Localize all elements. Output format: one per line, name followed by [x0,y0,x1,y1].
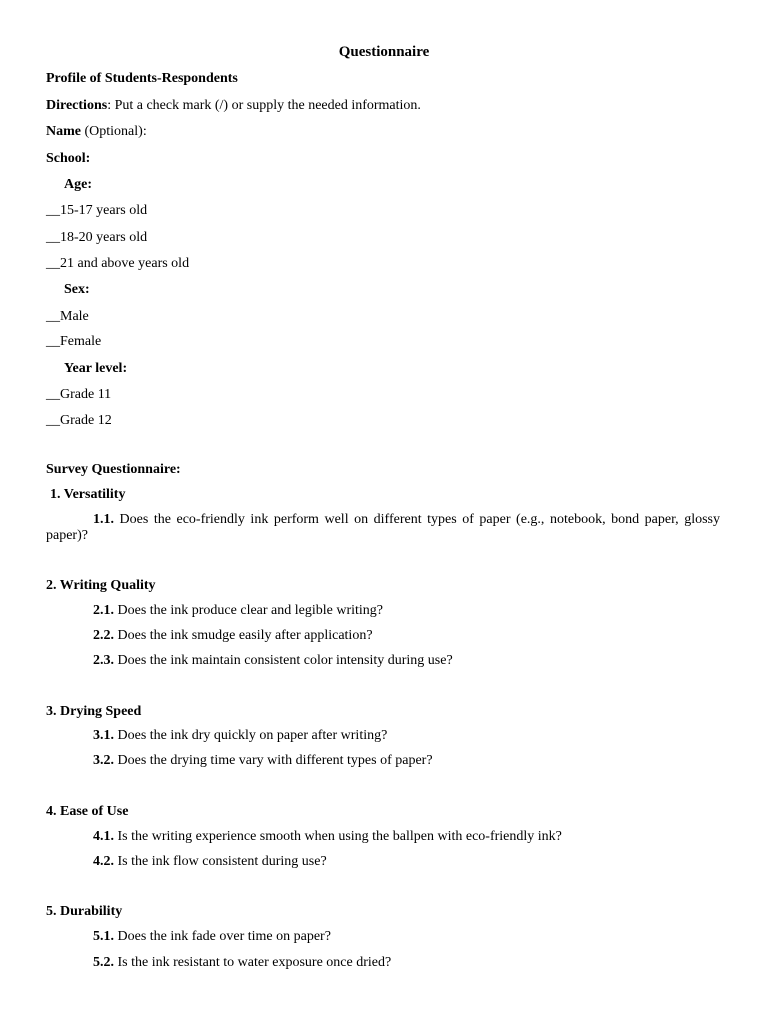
question-text: Does the ink dry quickly on paper after writing? [114,728,388,743]
section-heading: 1. Versatility [50,487,126,502]
name-optional-text: (Optional): [81,124,147,139]
sex-option: __Female [46,334,102,349]
question-text: Does the ink fade over time on paper? [114,929,331,944]
question-text: Is the ink flow consistent during use? [114,854,327,869]
question-number: 4.1. [93,829,114,844]
directions-text: : Put a check mark (/) or supply the needed information. [107,98,421,113]
school-label: School: [46,151,91,166]
age-option: __15-17 years old [46,203,148,218]
section-heading: 2. Writing Quality [46,578,156,593]
question-number: 2.1. [93,603,114,618]
survey-heading: Survey Questionnaire: [46,462,181,477]
question-item [46,512,720,544]
question-text: Does the drying time vary with different types of paper? [114,753,433,768]
question-text: Does the ink smudge easily after application? [114,628,373,643]
section-heading: 4. Ease of Use [46,804,129,819]
question-text: Does the ink produce clear and legible writing? [114,603,384,618]
question-item [93,928,331,946]
sex-option: __Male [46,309,89,324]
question-number: 5.2. [93,955,114,970]
question-number: 1.1. [93,512,114,527]
document-title: Questionnaire [338,44,430,60]
question-item [93,954,391,972]
year-level-option: __Grade 11 [46,387,112,402]
section-heading: 3. Drying Speed [46,704,142,719]
question-text: Is the ink resistant to water exposure once dried? [114,955,392,970]
question-number: 5.1. [93,929,114,944]
question-item [93,602,383,620]
section-heading: 5. Durability [46,904,123,919]
age-label: Age: [64,177,92,192]
question-number: 3.2. [93,753,114,768]
age-option: __18-20 years old [46,230,148,245]
question-item [93,828,562,846]
question-text: Does the eco-friendly ink perform well on different types of paper (e.g., notebook, bond paper, glossy paper)? [46,512,720,543]
question-number: 2.2. [93,628,114,643]
directions-label: Directions [46,98,108,113]
directions-line [46,97,421,115]
question-item [93,727,387,745]
question-item [93,652,453,670]
sex-label: Sex: [64,282,90,297]
question-item [93,752,433,770]
question-item [93,853,327,871]
question-number: 4.2. [93,854,114,869]
question-text: Does the ink maintain consistent color intensity during use? [114,653,453,668]
name-line [46,123,147,141]
profile-heading: Profile of Students-Respondents [46,71,238,86]
question-item [93,627,373,645]
age-option: __21 and above years old [46,256,190,271]
name-label: Name [46,124,81,139]
question-text: Is the writing experience smooth when using the ballpen with eco-friendly ink? [114,829,562,844]
year-level-label: Year level: [64,361,128,376]
question-number: 3.1. [93,728,114,743]
year-level-option: __Grade 12 [46,413,112,428]
question-number: 2.3. [93,653,114,668]
